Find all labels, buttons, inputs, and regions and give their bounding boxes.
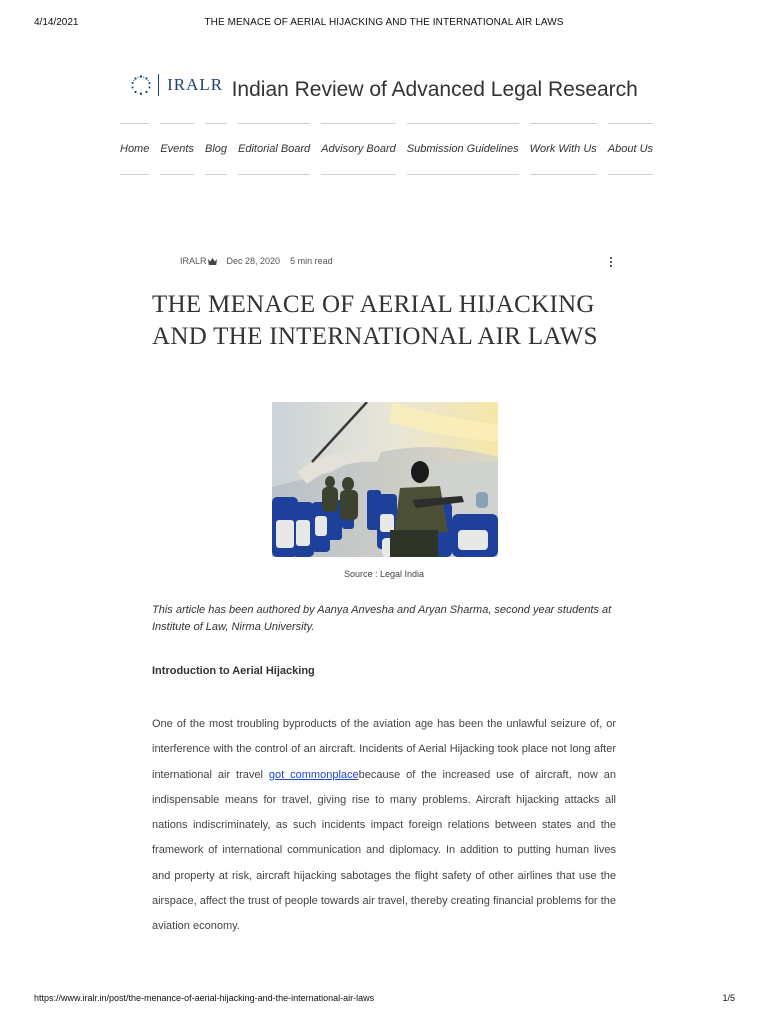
image-caption: Source : Legal India — [343, 569, 425, 579]
read-time: 5 min read — [290, 256, 333, 266]
more-options-icon[interactable] — [608, 255, 614, 269]
main-nav — [120, 123, 653, 175]
author-name: IRALR — [180, 256, 207, 266]
nav-item-submission-guidelines[interactable]: Submission Guidelines — [407, 123, 519, 175]
site-name[interactable]: Indian Review of Advanced Legal Research — [231, 78, 638, 101]
inline-link[interactable]: got commonplace — [268, 768, 359, 781]
author-note: This article has been authored by Aanya Anvesha and Aryan Sharma, second year students at Institute of Law, Nirma University. — [152, 604, 612, 633]
iralr-logo-icon — [130, 74, 152, 96]
print-date: 4/14/2021 — [34, 17, 79, 28]
nav-item-editorial-board[interactable]: Editorial Board — [238, 123, 310, 175]
logo-text: IRALR — [167, 75, 224, 94]
site-header — [0, 74, 768, 102]
paragraph-text-end: because of the increased use of aircraft, now an indispensable means for travel, giving rise to many problems. Aircraft hijacking attacks all nations indiscriminately, as such incidents impact foreign relations between states and the framework of international communication and diplomacy. In addition to putting human lives and property at risk, aircraft hijacking sabotages the flight safety of other airlines that use the airspace, affect the trust of people towards air travel, thereby creating financial problems for the aviation economy. — [152, 768, 616, 933]
post-image — [272, 402, 498, 557]
aircraft-cabin-image — [272, 402, 498, 557]
nav-item-blog[interactable]: Blog — [205, 123, 227, 175]
nav-item-home[interactable]: Home — [120, 123, 149, 175]
paragraph-text-start: One of the most troubling byproducts of the aviation age has been the unlawful seizure of, or interference with the control of an aircraft. Incidents of Aerial Hijacking took place not long after international air travel — [152, 718, 616, 781]
post-meta — [180, 256, 333, 266]
post-date: Dec 28, 2020 — [226, 256, 281, 266]
nav-item-advisory-board[interactable]: Advisory Board — [321, 123, 396, 175]
print-page-number: 1/5 — [722, 993, 735, 1003]
site-logo[interactable] — [130, 74, 223, 96]
post-title: THE MENACE OF AERIAL HIJACKING AND THE INTERNATIONAL AIR LAWS — [152, 291, 598, 350]
author-link[interactable] — [180, 256, 217, 266]
logo-divider — [158, 74, 159, 96]
nav-item-work-with-us[interactable]: Work With Us — [530, 123, 597, 175]
section-heading: Introduction to Aerial Hijacking — [152, 665, 315, 677]
nav-item-about-us[interactable]: About Us — [608, 123, 653, 175]
crown-icon — [208, 258, 217, 265]
body-paragraph — [152, 712, 616, 940]
print-title: THE MENACE OF AERIAL HIJACKING AND THE INTERNATIONAL AIR LAWS — [204, 17, 564, 28]
print-url: https://www.iralr.in/post/the-menance-of-aerial-hijacking-and-the-international-air-laws — [34, 993, 375, 1003]
nav-item-events[interactable]: Events — [160, 123, 194, 175]
